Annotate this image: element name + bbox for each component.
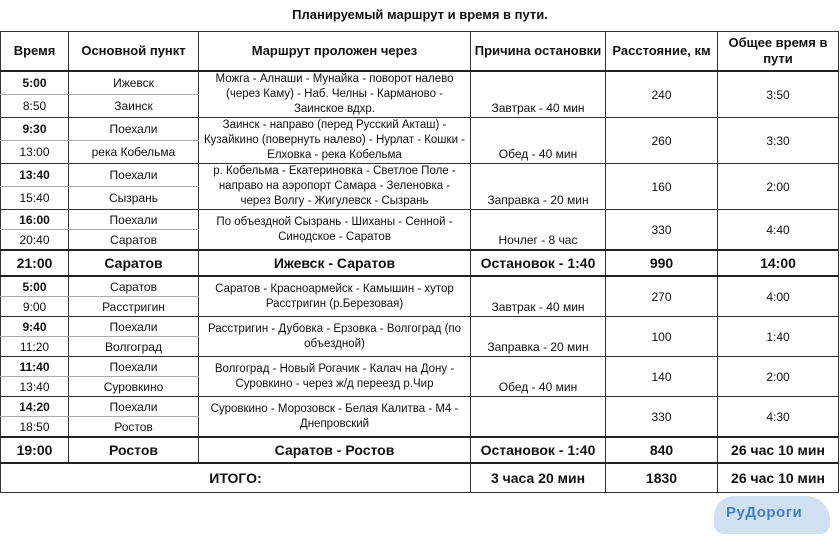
- distance-value: 240: [606, 71, 718, 118]
- travel-time-value: 4:30: [718, 397, 839, 438]
- arrive-time: 13:40: [1, 377, 69, 397]
- travel-time-value: 3:50: [718, 71, 839, 118]
- table-row: [1, 397, 839, 417]
- site-watermark: [708, 490, 836, 540]
- distance-value: 260: [606, 118, 718, 164]
- totals-row: [1, 463, 839, 493]
- distance-value: 160: [606, 164, 718, 210]
- stop-reason: Заправка - 20 мин: [471, 317, 606, 357]
- stop-reason: Обед - 40 мин: [471, 118, 606, 164]
- arrive-point: Суровкино: [69, 377, 199, 397]
- table-row: [1, 71, 839, 95]
- header-total-time: Общее время в пути: [718, 32, 839, 72]
- day1-summary-row: [1, 250, 839, 276]
- summary-stops: Остановок - 1:40: [471, 437, 606, 463]
- arrive-point: река Кобельма: [69, 141, 199, 164]
- table-row: [1, 317, 839, 337]
- distance-value: 140: [606, 357, 718, 397]
- depart-point: Поехали: [69, 164, 199, 187]
- route-table: [0, 31, 839, 493]
- depart-time: 5:00: [1, 276, 69, 297]
- stop-reason: [471, 397, 606, 438]
- depart-point: Поехали: [69, 210, 199, 230]
- travel-time-value: 1:40: [718, 317, 839, 357]
- summary-total-time: 26 час 10 мин: [718, 437, 839, 463]
- depart-time: 11:40: [1, 357, 69, 377]
- travel-time-value: 4:00: [718, 276, 839, 317]
- route-description: По объездной Сызрань - Шиханы - Сенной - Синодское - Саратов: [199, 210, 471, 251]
- totals-distance: 1830: [606, 463, 718, 493]
- stop-reason: Завтрак - 40 мин: [471, 71, 606, 118]
- header-reason: Причина остановки: [471, 32, 606, 72]
- depart-time: 16:00: [1, 210, 69, 230]
- arrive-point: Сызрань: [69, 187, 199, 210]
- summary-stops: Остановок - 1:40: [471, 250, 606, 276]
- table-row: [1, 357, 839, 377]
- arrive-point: Саратов: [69, 230, 199, 251]
- route-description: Суровкино - Морозовск - Белая Калитва - М4 - Днепровский: [199, 397, 471, 438]
- summary-time: 21:00: [1, 250, 69, 276]
- table-row: [1, 276, 839, 297]
- travel-time-value: 3:30: [718, 118, 839, 164]
- travel-time-value: 4:40: [718, 210, 839, 251]
- arrive-time: 20:40: [1, 230, 69, 251]
- header-time: Время: [1, 32, 69, 72]
- arrive-time: 9:00: [1, 297, 69, 317]
- car-icon: [714, 496, 830, 534]
- summary-route: Саратов - Ростов: [199, 437, 471, 463]
- depart-point: Саратов: [69, 276, 199, 297]
- arrive-point: Волгоград: [69, 337, 199, 357]
- arrive-point: Ростов: [69, 417, 199, 438]
- route-description: Можга - Алнаши - Мунайка - поворот налево (через Каму) - Наб. Челны - Карманово - Заинское вдхр.: [199, 71, 471, 118]
- stop-reason: Заправка - 20 мин: [471, 164, 606, 210]
- day2-summary-row: [1, 437, 839, 463]
- depart-point: Поехали: [69, 118, 199, 141]
- depart-point: Ижевск: [69, 71, 199, 95]
- arrive-time: 11:20: [1, 337, 69, 357]
- travel-time-value: 2:00: [718, 357, 839, 397]
- route-description: р. Кобельма - Екатериновка - Светлое Поле - направо на аэропорт Самара - Зеленовка - через Волгу - Жигулевск - Сызрань: [199, 164, 471, 210]
- depart-point: Поехали: [69, 397, 199, 417]
- table-row: [1, 118, 839, 141]
- header-distance: Расстояние, км: [606, 32, 718, 72]
- depart-time: 5:00: [1, 71, 69, 95]
- distance-value: 330: [606, 397, 718, 438]
- header-point: Основной пункт: [69, 32, 199, 72]
- arrive-time: 13:00: [1, 141, 69, 164]
- stop-reason: Ночлег - 8 час: [471, 210, 606, 251]
- arrive-time: 15:40: [1, 187, 69, 210]
- distance-value: 270: [606, 276, 718, 317]
- summary-total-time: 14:00: [718, 250, 839, 276]
- summary-time: 19:00: [1, 437, 69, 463]
- depart-point: Поехали: [69, 357, 199, 377]
- header-route: Маршрут проложен через: [199, 32, 471, 72]
- route-description: Волгоград - Новый Рогачик - Калач на Дону - Суровкино - через ж/д переезд р.Чир: [199, 357, 471, 397]
- header-row: [1, 32, 839, 72]
- route-description: Саратов - Красноармейск - Камышин - хутор Расстригин (р.Березовая): [199, 276, 471, 317]
- depart-time: 14:20: [1, 397, 69, 417]
- totals-stops: 3 часа 20 мин: [471, 463, 606, 493]
- depart-time: 9:30: [1, 118, 69, 141]
- arrive-point: Заинск: [69, 95, 199, 118]
- arrive-time: 8:50: [1, 95, 69, 118]
- route-description: Заинск - направо (перед Русский Акташ) - Кузайкино (повернуть налево) - Нурлат - Кошки - Елховка - река Кобельма: [199, 118, 471, 164]
- summary-point: Ростов: [69, 437, 199, 463]
- arrive-time: 18:50: [1, 417, 69, 438]
- table-row: [1, 164, 839, 187]
- summary-point: Саратов: [69, 250, 199, 276]
- summary-route: Ижевск - Саратов: [199, 250, 471, 276]
- route-description: Расстригин - Дубовка - Ерзовка - Волгоград (по объездной): [199, 317, 471, 357]
- stop-reason: Обед - 40 мин: [471, 357, 606, 397]
- stop-reason: Завтрак - 40 мин: [471, 276, 606, 317]
- distance-value: 100: [606, 317, 718, 357]
- travel-time-value: 2:00: [718, 164, 839, 210]
- distance-value: 330: [606, 210, 718, 251]
- summary-distance: 840: [606, 437, 718, 463]
- depart-time: 9:40: [1, 317, 69, 337]
- arrive-point: Расстригин: [69, 297, 199, 317]
- totals-total-time: 26 час 10 мин: [718, 463, 839, 493]
- depart-time: 13:40: [1, 164, 69, 187]
- watermark-text: РуДороги: [726, 504, 803, 521]
- summary-distance: 990: [606, 250, 718, 276]
- depart-point: Поехали: [69, 317, 199, 337]
- totals-label: ИТОГО:: [1, 463, 471, 493]
- table-row: [1, 210, 839, 230]
- document-title: Планируемый маршрут и время в пути.: [292, 7, 548, 22]
